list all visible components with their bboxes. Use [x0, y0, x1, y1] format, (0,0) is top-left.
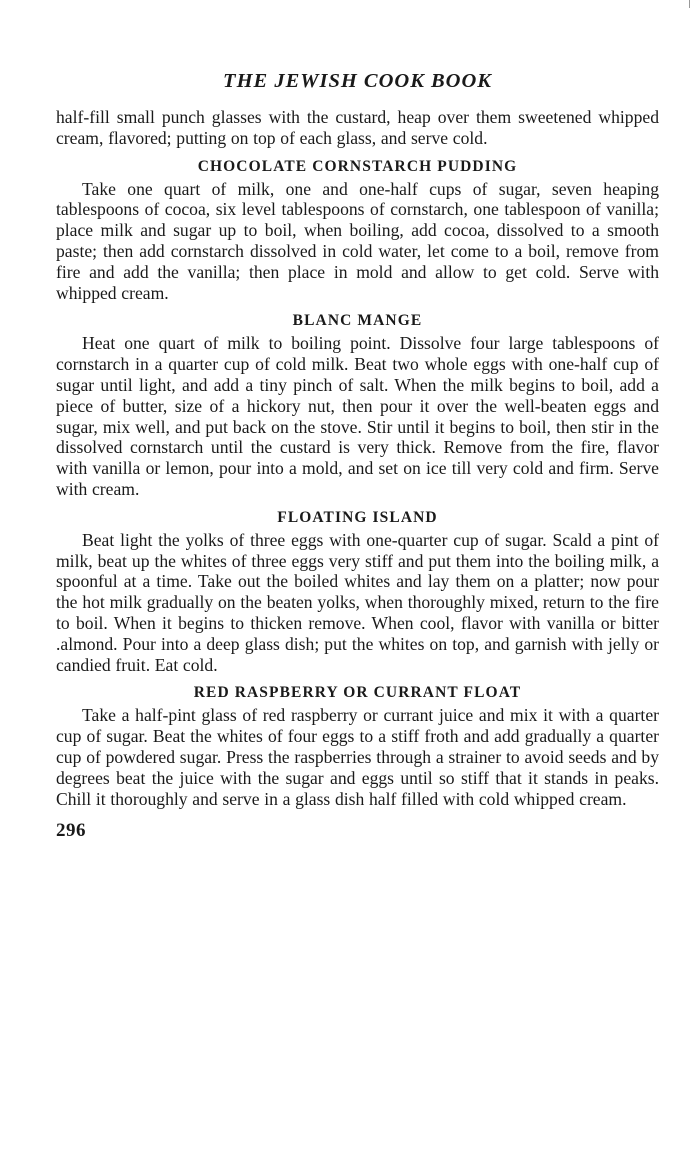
recipe-blanc-mange [56, 310, 659, 499]
page-number: 296 [56, 820, 86, 842]
recipe-chocolate-cornstarch-pudding [56, 156, 659, 304]
recipe-red-raspberry-or-currant-float [56, 682, 659, 809]
recipe-body: Beat light the yolks of three eggs with one-quarter cup of sugar. Scald a pint of milk, beat up the whites of three eggs very stiff and put them into the boiling milk, a spoonful at a time. Take out the boiled whites and lay them on a platter; now pour the hot milk gradually on the beaten yolks, when thoroughly mixed, return to the fire to boil. When it begins to thicken remove. When cool, flavor with vanilla or bitter .almond. Pour into a deep glass dish; put the whites on top, and garnish with jelly or candied fruit. Eat cold. [56, 529, 659, 675]
recipe-heading: BLANC MANGE [292, 312, 423, 330]
recipe-heading: CHOCOLATE CORNSTARCH PUDDING [197, 157, 518, 175]
page-edge-mark [689, 0, 690, 8]
recipe-body: Take one quart of milk, one and one-half cups of sugar, seven heaping tablespoons of cocoa, six level tablespoons of cornstarch, one tablespoon of vanilla; place milk and sugar up to boil, when boiling, add cocoa, dissolved to a smooth paste; then add cornstarch dissolved in cold water, let come to a boil, remove from fire and add the vanilla; then place in mold and allow to get cold. Serve with whipped cream. [56, 178, 659, 303]
recipe-heading: RED RASPBERRY OR CURRANT FLOAT [193, 684, 522, 702]
recipe-body: Heat one quart of milk to boiling point. Dissolve four large tablespoons of cornstarch in a quarter cup of cold milk. Beat two whole eggs with one-half cup of sugar until light, and add a tiny pinch of salt. When the milk begins to boil, add a piece of butter, size of a hickory nut, then pour it over the well-beaten eggs and sugar, mix well, and put back on the stove. Stir until it begins to boil, then stir in the dissolved cornstarch until the custard is very thick. Remove from the fire, flavor with vanilla or lemon, pour into a mold, and set on ice till very cold and firm. Serve with cream. [56, 333, 659, 499]
recipe-heading: FLOATING ISLAND [277, 508, 438, 526]
running-head-title: THE JEWISH COOK BOOK [223, 70, 492, 92]
recipe-floating-island [56, 507, 659, 676]
continued-paragraph: half-fill small punch glasses with the custard, heap over them sweetened whipped cream, flavored; putting on top of each glass, and serve cold. [56, 107, 659, 148]
book-page [56, 66, 659, 842]
recipe-body: Take a half-pint glass of red raspberry or currant juice and mix it with a quarter cup of sugar. Beat the whites of four eggs to a stiff froth and add gradually a quarter cup of powdered sugar. Press the raspberries through a strainer to avoid seeds and by degrees beat the juice with the sugar and eggs until so stiff that it stands in peaks. Chill it thoroughly and serve in a glass dish half filled with cold whipped cream. [56, 705, 659, 809]
